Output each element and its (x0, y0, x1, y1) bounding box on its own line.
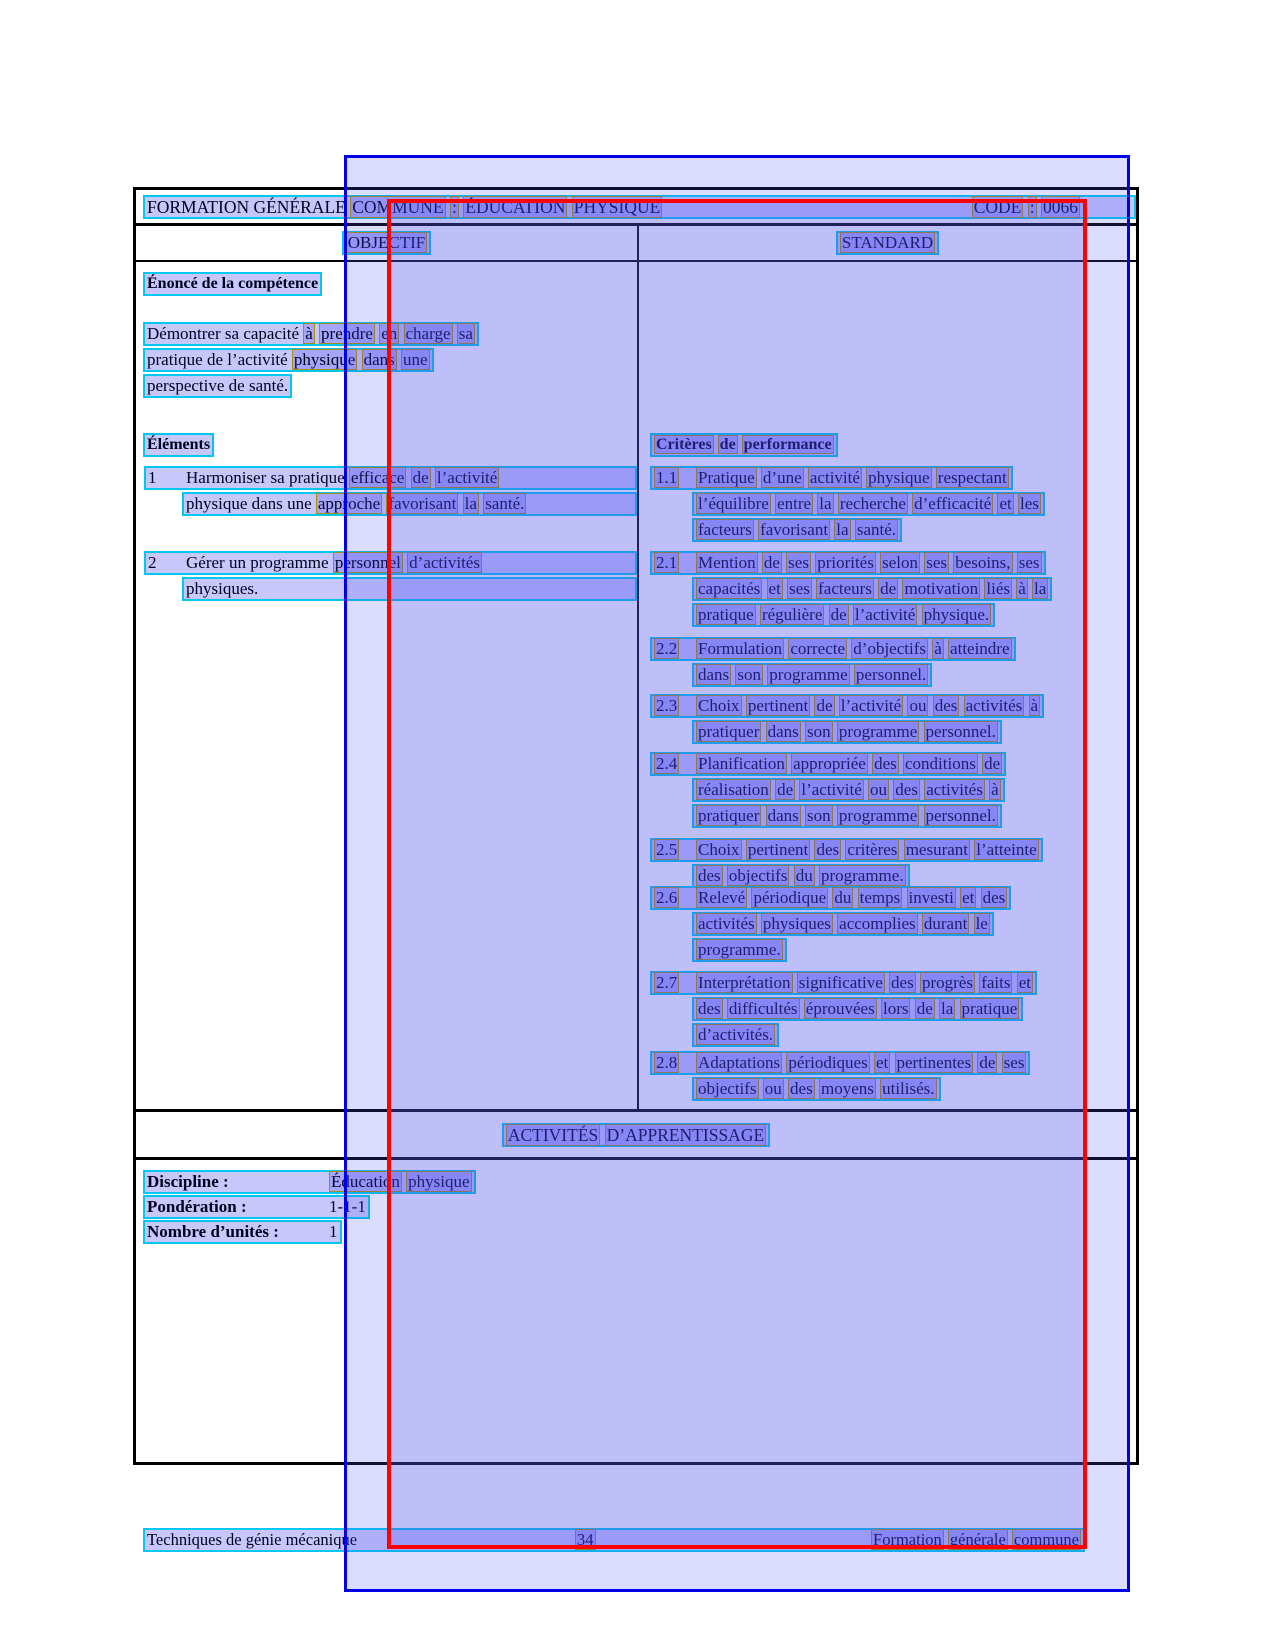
word-boxed: de (719, 436, 736, 453)
word: Énoncé (147, 275, 198, 292)
word-boxed: des (816, 840, 840, 859)
word-boxed: selon (882, 553, 918, 572)
element-item-2 (144, 551, 637, 603)
word-boxed: la (464, 494, 477, 513)
word: sa (270, 468, 285, 487)
word-boxed: ses (1018, 553, 1040, 572)
word-boxed: appropriée (793, 754, 866, 773)
word-boxed: l’activité (840, 696, 902, 715)
word-boxed: de (880, 579, 897, 598)
word-boxed: conditions (904, 754, 976, 773)
text-line (650, 1051, 1030, 1075)
word-boxed: Interprétation (698, 973, 791, 992)
word-boxed: objectifs (728, 866, 788, 885)
word-boxed: d’objectifs (853, 639, 926, 658)
word-boxed: 2.2 (656, 639, 678, 658)
page-title (147, 197, 662, 217)
word-boxed: et (1018, 973, 1032, 992)
word-boxed: d’efficacité (914, 494, 992, 513)
word-boxed: des (698, 999, 721, 1018)
word-boxed: besoins, (955, 553, 1011, 572)
word: FORMATION (147, 196, 250, 217)
word-boxed: respectant (937, 468, 1007, 487)
word-boxed: régulière (761, 605, 823, 624)
word-boxed: Adaptations (698, 1053, 781, 1072)
word-boxed: pratiquer (698, 722, 760, 741)
word-boxed: physique. (923, 605, 990, 624)
objectif-column (136, 262, 639, 1109)
word-boxed: favorisant (760, 520, 829, 539)
word: programme (250, 553, 329, 572)
word-boxed: de (979, 1053, 996, 1072)
word-boxed: son (807, 806, 831, 825)
word: de (201, 275, 218, 292)
word-boxed: 0066 (1043, 196, 1078, 217)
word: de (228, 376, 245, 395)
word-boxed: 2.7 (656, 973, 678, 992)
word-boxed: la (819, 494, 832, 513)
word-boxed: Choix (698, 840, 740, 859)
word-boxed: à (1018, 579, 1026, 598)
text-line (144, 551, 637, 575)
learning-activities-banner (136, 1112, 1136, 1160)
word-boxed: Choix (698, 696, 740, 715)
word: 1 (329, 1222, 338, 1241)
word-boxed: facteurs (698, 520, 752, 539)
word-boxed: ÉDUCATION (465, 196, 566, 217)
word-boxed: des (891, 973, 914, 992)
word-boxed: santé. (856, 520, 897, 539)
word-boxed: prendre (321, 324, 373, 343)
word-boxed: charge (405, 324, 451, 343)
text-line (143, 374, 292, 398)
criteria-item-2-4 (650, 752, 1006, 830)
word-boxed: atteindre (950, 639, 1010, 658)
word-boxed: de (412, 468, 429, 487)
word-boxed: pratique (961, 999, 1018, 1018)
text-line (692, 577, 1052, 601)
word-boxed: personnel (334, 553, 401, 572)
word-boxed: à (305, 324, 313, 343)
word-boxed: pratique (698, 605, 754, 624)
word-boxed: utilisés. (882, 1079, 935, 1098)
word-boxed: Critères (656, 436, 712, 453)
word-boxed: réalisation (698, 780, 769, 799)
word: capacité (243, 324, 299, 343)
word-boxed: D’APPRENTISSAGE (606, 1124, 765, 1145)
units-row (143, 1220, 342, 1244)
word: un (228, 553, 246, 572)
word-boxed: faits (981, 973, 1011, 992)
word-boxed: programme (769, 665, 848, 684)
word-boxed: de (916, 999, 933, 1018)
word: Éléments (147, 436, 211, 453)
word-boxed: l’activité (801, 780, 862, 799)
word-boxed: son (807, 722, 831, 741)
word: Pondération (147, 1197, 237, 1216)
criteria-item-2-3 (650, 694, 1044, 746)
word: 2 (148, 553, 157, 572)
column-header-standard (836, 231, 939, 255)
word: dans (251, 494, 283, 513)
word-boxed: temps (859, 888, 901, 907)
word-boxed: Formation (873, 1530, 942, 1549)
competency-heading (143, 272, 322, 296)
word-boxed: programme. (820, 866, 904, 885)
word-boxed: liés (986, 579, 1010, 598)
word-boxed: à (934, 639, 942, 658)
word-boxed: 2.6 (656, 888, 678, 907)
code-label (972, 197, 1080, 217)
column-header-row (136, 226, 1136, 262)
word-boxed: ACTIVITÉS (507, 1124, 599, 1145)
word-boxed: capacités (698, 579, 761, 598)
word-boxed: critères (847, 840, 898, 859)
word-boxed: des (934, 696, 958, 715)
word: physiques. (186, 579, 259, 598)
word-boxed: du (834, 888, 852, 907)
column-header-objectif (342, 231, 431, 255)
word-boxed: et (999, 494, 1012, 513)
word: une (287, 494, 312, 513)
word-boxed: de (984, 754, 1001, 773)
text-line (692, 663, 932, 687)
word-boxed: la (836, 520, 849, 539)
word-boxed: Pratique (698, 468, 755, 487)
word-boxed: et (962, 888, 975, 907)
text-line (692, 804, 1002, 828)
header-line (143, 195, 1136, 219)
element-item-1 (144, 466, 637, 518)
word-boxed: et (768, 579, 781, 598)
text-line (650, 637, 1016, 661)
footer-section-label (871, 1530, 1081, 1550)
word-boxed: accomplies (839, 914, 916, 933)
text-line (650, 886, 1011, 910)
word-boxed: de (763, 553, 780, 572)
text-line (502, 1123, 770, 1147)
word-boxed: ou (764, 1079, 782, 1098)
word-boxed: éprouvées (805, 999, 875, 1018)
word: pratique (288, 468, 345, 487)
word-boxed: personnel. (925, 722, 996, 741)
word-boxed: en (381, 324, 398, 343)
word-boxed: des (982, 888, 1006, 907)
word-boxed: physique (293, 350, 356, 369)
word-boxed: le (975, 914, 988, 933)
word-boxed: motivation (904, 579, 979, 598)
word-boxed: activité (809, 468, 860, 487)
word-boxed: dans (363, 350, 395, 369)
word-boxed: périodique (753, 888, 827, 907)
word-boxed: la (941, 999, 954, 1018)
text-line (143, 1220, 342, 1244)
word: santé. (248, 376, 289, 395)
word: Discipline (147, 1172, 219, 1191)
word-boxed: de (816, 696, 833, 715)
word-boxed: 2.5 (656, 840, 678, 859)
text-line (692, 778, 1005, 802)
word-boxed: Relevé (698, 888, 746, 907)
criteria-item-2-8 (650, 1051, 1030, 1103)
word: : (223, 1172, 229, 1191)
word-boxed: commune (1013, 1530, 1079, 1549)
word: Gérer (186, 553, 225, 572)
standard-cell (639, 226, 1136, 260)
word-boxed: activités (926, 780, 983, 799)
word-boxed: des (895, 780, 918, 799)
word-boxed: l’atteinte (976, 840, 1037, 859)
word-boxed: 34 (577, 1530, 594, 1549)
word-boxed: 1.1 (656, 468, 678, 487)
footer-text-line (143, 1528, 1085, 1552)
word-boxed: d’activités (409, 553, 480, 572)
word-boxed: dans (698, 665, 730, 684)
program-table (133, 187, 1139, 1465)
word-boxed: lors (882, 999, 909, 1018)
word-boxed: personnel. (855, 665, 927, 684)
word-boxed: physique (868, 468, 930, 487)
page-footer (143, 1528, 1085, 1552)
word-boxed: Éducation (331, 1172, 400, 1191)
word-boxed: mesurant (905, 840, 969, 859)
word-boxed: favorisant (388, 494, 457, 513)
word-boxed: pertinentes (896, 1053, 972, 1072)
criteria-item-2-6 (650, 886, 1011, 964)
word-boxed: approche (317, 494, 381, 513)
word-boxed: Formulation (698, 639, 783, 658)
word-boxed: physiques (762, 914, 831, 933)
word-boxed: activités (965, 696, 1023, 715)
table-header-row (136, 190, 1136, 226)
word-boxed: programme (838, 722, 918, 741)
word: Démontrer (147, 324, 221, 343)
criteria-item-2-7 (650, 971, 1037, 1049)
word: de (206, 350, 223, 369)
ponderation-row (143, 1195, 370, 1219)
word-boxed: investi (908, 888, 954, 907)
word-boxed: et (875, 1053, 889, 1072)
word-boxed: recherche (839, 494, 906, 513)
text-line (692, 864, 910, 888)
word-boxed: de (777, 780, 794, 799)
word-boxed: STANDARD (841, 233, 934, 252)
word-boxed: ses (789, 579, 810, 598)
word-boxed: objectifs (698, 1079, 757, 1098)
word-boxed: des (698, 866, 721, 885)
word-boxed: moyens (820, 1079, 874, 1098)
criteria-item-1-1 (650, 466, 1045, 544)
text-line (692, 1023, 779, 1047)
word: génie (245, 1530, 282, 1549)
criteria-heading (650, 433, 838, 457)
word-boxed: priorités (817, 553, 874, 572)
text-line (144, 466, 637, 490)
objectif-cell (136, 226, 639, 260)
text-line (650, 466, 1013, 490)
word-boxed: 2.8 (656, 1053, 678, 1072)
word-boxed: Planification (698, 754, 785, 773)
word-boxed: 2.4 (656, 754, 678, 773)
page-number (575, 1530, 596, 1550)
text-line (650, 551, 1046, 575)
text-line (143, 348, 434, 372)
text-line (692, 997, 1023, 1021)
word-boxed: l’activité (854, 605, 916, 624)
word-boxed: PHYSIQUE (573, 196, 661, 217)
word-boxed: dans (767, 722, 799, 741)
word-boxed: facteurs (818, 579, 872, 598)
text-line (692, 1077, 941, 1101)
word-boxed: programme (838, 806, 918, 825)
word-boxed: progrès (921, 973, 973, 992)
text-line (143, 322, 479, 346)
word-boxed: OBJECTIF (347, 233, 426, 252)
elements-heading (143, 433, 214, 457)
word-boxed: ou (909, 696, 927, 715)
text-line (692, 518, 902, 542)
word-boxed: : (1029, 196, 1035, 217)
word: la (221, 275, 235, 292)
word-boxed: significative (798, 973, 883, 992)
word-boxed: de (830, 605, 847, 624)
word-boxed: pertinent (747, 840, 809, 859)
word-boxed: 2.1 (656, 553, 678, 572)
word-boxed: correcte (790, 639, 846, 658)
text-line (692, 720, 1002, 744)
word: perspective (147, 376, 225, 395)
word-boxed: 2.3 (656, 696, 678, 715)
text-line (650, 838, 1043, 862)
text-line (143, 1170, 476, 1194)
word: sa (224, 324, 240, 343)
word: mécanique (285, 1530, 358, 1549)
text-line (143, 1195, 370, 1219)
word: : (273, 1222, 279, 1241)
word-boxed: pertinent (747, 696, 809, 715)
word-boxed: d’activités. (698, 1025, 774, 1044)
word-boxed: performance (743, 436, 832, 453)
word-boxed: efficace (350, 468, 405, 487)
word-boxed: durant (923, 914, 968, 933)
word-boxed: les (1020, 494, 1039, 513)
criteria-item-2-2 (650, 637, 1016, 689)
word: l’activité (227, 350, 288, 369)
word-boxed: des (790, 1079, 813, 1098)
criteria-item-2-1 (650, 551, 1052, 629)
word: Techniques (147, 1530, 222, 1549)
word: physique (186, 494, 248, 513)
text-line (650, 752, 1006, 776)
word-boxed: entre (777, 494, 812, 513)
word-boxed: l’activité (436, 468, 498, 487)
word-boxed: son (737, 665, 762, 684)
word-boxed: ses (788, 553, 809, 572)
program-name (147, 1530, 357, 1550)
word-boxed: difficultés (728, 999, 798, 1018)
table-body-row (136, 262, 1136, 1112)
word: 1 (148, 468, 157, 487)
word-boxed: à (991, 780, 999, 799)
word-boxed: des (874, 754, 897, 773)
word-boxed: personnel. (925, 806, 996, 825)
word-boxed: périodiques (788, 1053, 868, 1072)
word-boxed: du (795, 866, 813, 885)
word-boxed: l’équilibre (698, 494, 769, 513)
word-boxed: générale (949, 1530, 1006, 1549)
competency-statement (143, 322, 479, 400)
word-boxed: Mention (698, 553, 756, 572)
word-boxed: : (452, 196, 457, 217)
word: 1-1-1 (329, 1197, 366, 1216)
word-boxed: dans (767, 806, 799, 825)
text-line (650, 694, 1044, 718)
text-line (692, 492, 1045, 516)
word-boxed: une (402, 350, 428, 369)
text-line (182, 492, 637, 516)
text-line (692, 603, 995, 627)
word-boxed: ses (926, 553, 948, 572)
text-line (692, 912, 994, 936)
word-boxed: sa (458, 324, 473, 343)
word: compétence (238, 275, 319, 292)
word-boxed: physique (408, 1172, 470, 1191)
word-boxed: activités (698, 914, 755, 933)
word-boxed: la (1034, 579, 1047, 598)
word: GÉNÉRALE (253, 196, 346, 217)
word: : (240, 1197, 247, 1216)
word-boxed: pratiquer (698, 806, 760, 825)
text-line (692, 938, 787, 962)
word-boxed: ou (870, 780, 888, 799)
text-line (650, 971, 1037, 995)
discipline-row (143, 1170, 476, 1194)
word-boxed: programme. (698, 940, 781, 959)
word: d’unités (210, 1222, 270, 1241)
word: de (226, 1530, 242, 1549)
word-boxed: ses (1003, 1053, 1025, 1072)
word-boxed: COMMUNE (352, 196, 444, 217)
word-boxed: d’une (762, 468, 802, 487)
word: Harmoniser (186, 468, 267, 487)
standard-column (639, 262, 1136, 1109)
details-section (136, 1160, 1136, 1462)
criteria-item-2-5 (650, 838, 1043, 890)
word-boxed: santé. (485, 494, 525, 513)
word-boxed: CODE (973, 196, 1022, 217)
word: pratique (147, 350, 203, 369)
text-line (182, 577, 637, 601)
word: Nombre (147, 1222, 207, 1241)
word-boxed: à (1030, 696, 1039, 715)
